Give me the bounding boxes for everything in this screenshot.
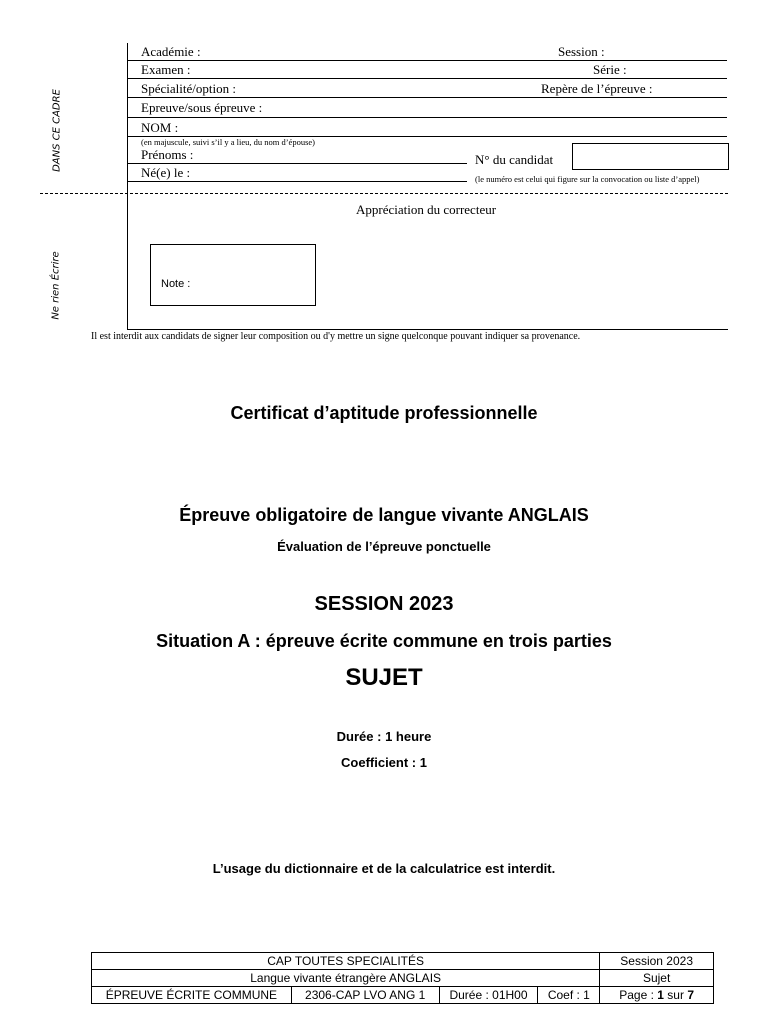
field-line [127,97,727,98]
footer-coef: Coef : 1 [538,987,600,1004]
sujet-title: SUJET [345,664,423,691]
interdit-notice: Il est interdit aux candidats de signer leur composition ou d'y mettre un signe quelconque pouvant indiquer sa provenance. [91,331,581,342]
field-line [127,163,467,164]
session-label: Session : [558,44,605,59]
certificat-title: Certificat d’aptitude professionnelle [230,403,538,423]
footer-duree: Durée : 01H00 [439,987,538,1004]
footer-epreuve: ÉPREUVE ÉCRITE COMMUNE [92,987,292,1004]
frame-bottom-border [127,329,728,330]
frame-left-border [127,43,128,329]
footer-session: Session 2023 [600,953,714,970]
candidat-label: N° du candidat [475,152,554,167]
footer-page [600,987,714,1004]
footer-row [92,987,714,1004]
field-line [127,181,467,182]
usage-notice: L’usage du dictionnaire et de la calculatrice est interdit. [212,861,556,876]
field-line [127,117,727,118]
page-number: 1 [657,988,664,1002]
cut-line [40,193,728,194]
evaluation-subtitle: Évaluation de l’épreuve ponctuelle [277,539,491,554]
page-prefix: Page : [619,988,658,1002]
field-line [127,60,727,61]
footer-code: 2306-CAP LVO ANG 1 [291,987,439,1004]
session-title: SESSION 2023 [314,593,454,615]
footer-langue: Langue vivante étrangère ANGLAIS [92,970,600,987]
examen-label: Examen : [141,62,191,77]
duree-text: Durée : 1 heure [336,729,432,744]
candidat-note: (le numéro est celui qui figure sur la convocation ou liste d’appel) [475,174,700,184]
nom-label: NOM : [141,120,179,135]
footer-cap: CAP TOUTES SPECIALITÉS [92,953,600,970]
footer-row [92,953,714,970]
epreuve-title: Épreuve obligatoire de langue vivante ANGLAIS [179,505,589,525]
academie-label: Académie : [141,44,201,59]
vertical-label-top: DANS CE CADRE [51,89,63,172]
field-line [127,78,727,79]
note-label: Note : [161,278,191,290]
nom-note: (en majuscule, suivi s’il y a lieu, du nom d’épouse) [141,137,315,147]
prenoms-label: Prénoms : [141,147,194,162]
footer-row [92,970,714,987]
situation-title: Situation A : épreuve écrite commune en trois parties [156,631,612,651]
epreuve-label: Epreuve/sous épreuve : [141,100,263,115]
candidate-number-box[interactable] [572,143,729,170]
ne-le-label: Né(e) le : [141,165,191,180]
note-box[interactable] [150,244,316,306]
vertical-label-bottom: Ne rien Écrire [50,251,62,320]
page-mid: sur [663,988,688,1002]
page-total: 7 [687,988,694,1002]
specialite-label: Spécialité/option : [141,81,236,96]
coefficient-text: Coefficient : 1 [341,755,427,770]
footer-table [91,952,714,1004]
serie-label: Série : [593,62,627,77]
appreciation-label: Appréciation du correcteur [356,202,497,217]
repere-label: Repère de l’épreuve : [541,81,653,96]
footer-sujet: Sujet [600,970,714,987]
